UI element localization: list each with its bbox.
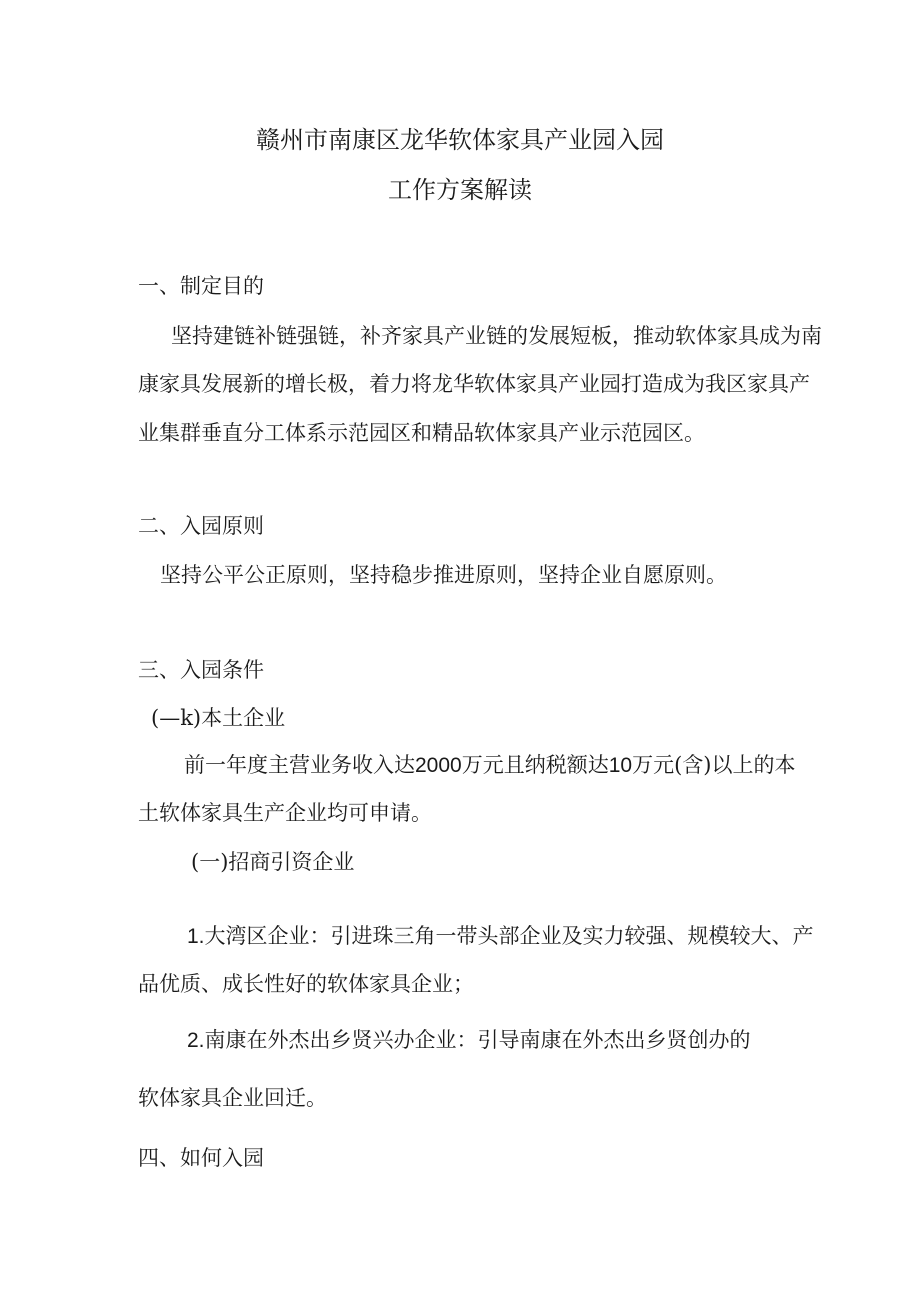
section-2-heading: 二、入园原则	[138, 514, 264, 538]
title-line-1: 赣州市南康区龙华软体家具产业园入园	[256, 126, 664, 154]
title-line-2: 工作方案解读	[388, 176, 532, 204]
section-2-para: 坚持公平公正原则，坚持稳步推进原则，坚持企业自愿原则。	[160, 563, 727, 587]
section-3-sub-1-line-1	[184, 751, 795, 780]
section-1-para-line-1: 坚持建链补链强链，补齐家具产业链的发展短板，推动软体家具成为南	[171, 324, 822, 348]
sub-1-text-b: 万元且纳税额达	[461, 753, 609, 777]
item-2-text: 南康在外杰出乡贤兴办企业：引导南康在外杰出乡贤创办的	[204, 1028, 751, 1052]
section-1-para-line-2: 康家具发展新的增长极，着力将龙华软体家具产业园打造成为我区家具产	[138, 372, 810, 396]
item-2-number: 2.	[187, 1029, 205, 1052]
sub-1-text-c: 万元(含)以上的本	[632, 753, 796, 777]
section-4-heading: 四、如何入园	[138, 1146, 264, 1170]
item-1-line-1	[187, 922, 814, 951]
section-3-heading: 三、入园条件	[138, 658, 264, 682]
section-1-heading: 一、制定目的	[138, 274, 264, 298]
sub-1-text-a: 前一年度主营业务收入达	[184, 753, 415, 777]
sub-1-number-1: 2000	[415, 754, 462, 777]
item-1-text: 大湾区企业：引进珠三角一带头部企业及实力较强、规模较大、产	[204, 924, 814, 948]
item-2-line-1	[187, 1026, 751, 1055]
section-3-sub-1-heading: (—k)本土企业	[151, 706, 286, 730]
section-1-para-line-3: 业集群垂直分工体系示范园区和精品软体家具产业示范园区。	[138, 421, 705, 445]
item-1-number: 1.	[187, 925, 205, 948]
item-2-line-2: 软体家具企业回迁。	[138, 1086, 327, 1110]
section-3-sub-2-heading: (一)招商引资企业	[191, 850, 355, 874]
item-1-line-2: 品优质、成长性好的软体家具企业；	[138, 972, 474, 996]
sub-1-number-2: 10	[608, 754, 633, 777]
section-3-sub-1-line-2: 土软体家具生产企业均可申请。	[138, 801, 432, 825]
